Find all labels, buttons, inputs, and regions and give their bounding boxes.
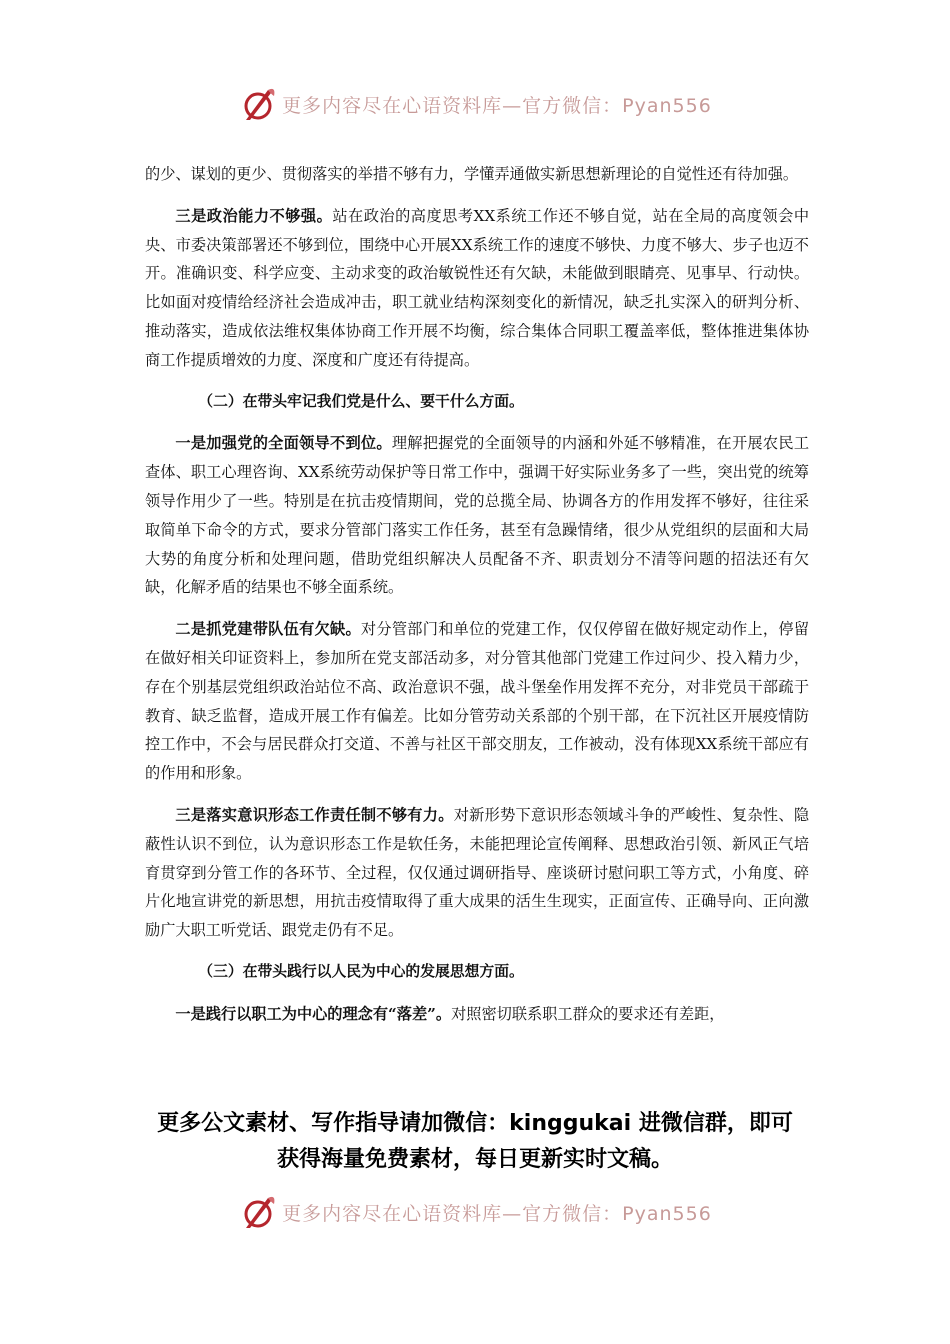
header-wechat-id: Pyan556 (622, 94, 712, 117)
paragraph-lead: 二是抓党建带队伍有欠缺。 (175, 620, 361, 639)
header-banner (0, 82, 950, 126)
promo-line-2: 获得海量免费素材，每日更新实时文稿。 (276, 1147, 673, 1172)
paragraph-lead: 一是践行以职工为中心的理念有“落差”。 (175, 1004, 452, 1023)
document-body (145, 160, 809, 1042)
footer-banner-text: 更多内容尽在心语资料库—官方微信：Pyan556 (282, 1202, 712, 1225)
paragraph: 二是抓党建带队伍有欠缺。对分管部门和单位的党建工作，仅仅停留在做好规定动作上，停留在做好相关印证资料上，参加所在党支部活动多，对分管其他部门党建工作过问少、投入精力少，存在个别基层党组织政治站位不高、政治意识不强，战斗堡垒作用发挥不充分，对非党员干部疏于教育、缺乏监督，造成开展工作有偏差。比如分管劳动关系部的个别干部，在下沉社区开展疫情防控工作中，不会与居民群众打交道、不善与社区干部交朋友，工作被动，没有体现XX系统干部应有的作用和形象。 (145, 620, 810, 783)
promo-text (0, 1106, 950, 1178)
promo-line-1: 更多公文素材、写作指导请加微信：kinggukai 进微信群，即可 (157, 1111, 793, 1136)
section-heading: （三）在带头践行以人民为中心的发展思想方面。 (198, 962, 524, 980)
paragraph-lead: 一是加强党的全面领导不到位。 (175, 434, 392, 453)
paragraph: 三是政治能力不够强。站在政治的高度思考XX系统工作还不够自觉，站在全局的高度领会中央、市委决策部署还不够到位，围绕中心开展XX系统工作的速度不够快、力度不够大、步子也迈不开。准确识变、科学应变、主动求变的政治敏锐性还有欠缺，未能做到眼睛亮、见事早、行动快。比如面对疫情给经济社会造成冲击，职工就业结构深刻变化的新情况，缺乏扎实深入的研判分析、推动落实，造成依法维权集体协商工作开展不均衡，综合集体合同职工覆盖率低，整体推进集体协商工作提质增效的力度、深度和广度还有待提高。 (145, 206, 810, 369)
paragraph: 的少、谋划的更少、贯彻落实的举措不够有力，学懂弄通做实新思想新理论的自觉性还有待加强。 (145, 165, 799, 183)
header-banner-text: 更多内容尽在心语资料库—官方微信：Pyan556 (282, 94, 712, 117)
section-heading: （二）在带头牢记我们党是什么、要干什么方面。 (198, 392, 524, 410)
paragraph: 三是落实意识形态工作责任制不够有力。对新形势下意识形态领域斗争的严峻性、复杂性、隐蔽性认识不到位，认为意识形态工作是软任务，未能把理论宣传阐释、思想政治引领、新风正气培育贯穿到分管工作的各环节、全过程，仅仅通过调研指导、座谈研讨慰问职工等方式，小角度、碎片化地宣讲党的新思想，用抗击疫情取得了重大成果的活生生现实，正面宣传、正确导向、正向激励广大职工听党话、跟党走仍有不足。 (145, 805, 810, 940)
footer-wechat-id: Pyan556 (622, 1202, 712, 1225)
paragraph-lead: 三是政治能力不够强。 (175, 206, 333, 225)
footer-banner (0, 1190, 950, 1234)
quill-logo-icon (238, 84, 278, 124)
paragraph: 一是加强党的全面领导不到位。理解把握党的全面领导的内涵和外延不够精准，在开展农民工查体、职工心理咨询、XX系统劳动保护等日常工作中，强调干好实际业务多了一些，突出党的统筹领导作用少了一些。特别是在抗击疫情期间，党的总揽全局、协调各方的作用发挥不够好，往往采取简单下命令的方式，要求分管部门落实工作任务，甚至有急躁情绪，很少从党组织的层面和大局大势的角度分析和处理问题，借助党组织解决人员配备不齐、职责划分不清等问题的招法还有欠缺，化解矛盾的结果也不够全面系统。 (145, 434, 810, 597)
quill-logo-icon (238, 1192, 278, 1232)
paragraph-lead: 三是落实意识形态工作责任制不够有力。 (175, 805, 454, 824)
paragraph: 一是践行以职工为中心的理念有“落差”。对照密切联系职工群众的要求还有差距， (175, 1004, 725, 1023)
